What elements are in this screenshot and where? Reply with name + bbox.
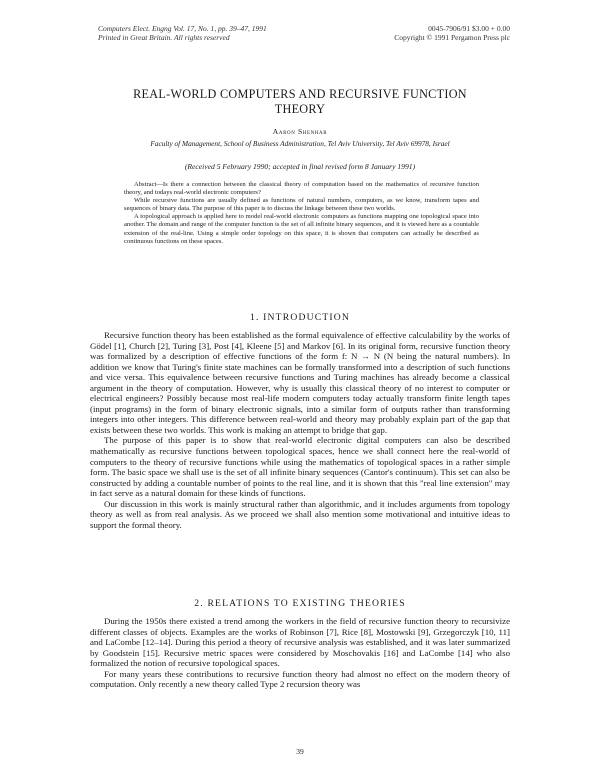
paper-title bbox=[90, 87, 510, 117]
issn-price: 0045-7906/91 $3.00 + 0.00 bbox=[428, 24, 510, 33]
body-paragraph: The purpose of this paper is to show that real-world electronic digital computers can also be described mathematically as recursive functions between topological spaces, hence we shall connect here the real-world of computers to the theory of recursive functions while using the mathematics of topological spaces in a rather simple form. The basic space we shall use is the set of all infinite binary sequences (Cantor's continuum). This set can also be constructed by adding a countable number of points to the real line, and it is shown that this "real line extension" may in fact serve as a natural domain for these kinds of functions. bbox=[90, 435, 510, 499]
body-paragraph: For many years these contributions to recursive function theory had almost no effect on the modern theory of computation. Only recently a new theory called Type 2 recursion theory was bbox=[90, 668, 510, 690]
abstract bbox=[124, 181, 479, 246]
body-paragraph: Recursive function theory has been established as the formal equivalence of effective calculability by the works of Gödel [1], Church [2], Turing [3], Post [4], Kleene [5] and Markov [6]. In its original form, recursive function theory was formalized by a description of effective functions of the form f: N → N (N being the natural numbers). In addition we know that Turing's finite state machines can be formally transformed into a description of such functions and vice versa. This equivalence between recursive functions and Turing machines has already become a classical argument in the theory of computation. However, why is usually this classical theory of no interest to computer or electrical engineers? Possibly because most real-life modern computers today actually transform finite length tapes (input programs) in the form of binary electronic signals, into a similar form of outputs rather than transforming integers into other integers. This difference between real-world and theory may probably explain part of the gap that exists between these two worlds. This work is making an attempt to bridge that gap. bbox=[90, 330, 510, 435]
section-1-body bbox=[90, 330, 510, 530]
section-1-heading: 1. INTRODUCTION bbox=[249, 312, 351, 323]
body-paragraph: Our discussion in this work is mainly structural rather than algorithmic, and it includes arguments from topology theory as well as from real analysis. As we proceed we shall also mention some motivational and intuitive ideas to support the formal theory. bbox=[90, 498, 510, 530]
journal-citation: Computers Elect. Engng Vol. 17, No. 1, pp. 39–47, 1991 bbox=[98, 24, 267, 33]
journal-header bbox=[98, 24, 267, 42]
author-name: Aaron Shenhar bbox=[272, 127, 328, 136]
copyright-header bbox=[394, 24, 510, 42]
printed-in: Printed in Great Britain. All rights reserved bbox=[98, 33, 230, 42]
section-2-body bbox=[90, 616, 510, 690]
title-line-2: THEORY bbox=[274, 102, 326, 116]
received-dates: (Received 5 February 1990; accepted in final revised form 8 January 1991) bbox=[184, 162, 416, 171]
abstract-paragraph: Abstract—Is there a connection between the classical theory of computation based on the mathematics of recursive function theory, and todays real-world electronic computers? bbox=[124, 181, 479, 197]
copyright: Copyright © 1991 Pergamon Press plc bbox=[394, 33, 510, 42]
page-number: 39 bbox=[296, 747, 304, 756]
title-line-1: REAL-WORLD COMPUTERS AND RECURSIVE FUNCTION bbox=[133, 87, 467, 101]
body-paragraph: During the 1950s there existed a trend among the workers in the field of recursive function theory to recursivize different classes of objects. Examples are the works of Robinson [7], Rice [8], Mostowski [9], Grzegorczyk [10, 11] and LaCombe [12–14]. During this period a theory of recursive analysis was established, and it was later summarized by Goodstein [15]. Recursive metric spaces were considered by Moschovakis [16] and LaCombe [14] who also formalized the notion of recursive topological spaces. bbox=[90, 616, 510, 669]
author-affiliation: Faculty of Management, School of Business Administration, Tel Aviv University, Tel Aviv 69978, Israel bbox=[150, 139, 450, 148]
section-2-heading: 2. RELATIONS TO EXISTING THEORIES bbox=[194, 598, 406, 609]
abstract-paragraph: While recursive functions are usually defined as functions of natural numbers, computers, as we know, transform tapes and sequences of binary data. The purpose of this paper is to discuss the linkage between these two worlds. bbox=[124, 197, 479, 213]
abstract-paragraph: A topological approach is applied here to model real-world electronic computers as functions mapping one topological space into another. The domain and range of the computer function is the set of all infinite binary sequences, and it is viewed here as a countable extension of the real-line. Using a simple order topology on this space, it is shown that computers can actually be described as continuous functions on these spaces. bbox=[124, 213, 479, 245]
